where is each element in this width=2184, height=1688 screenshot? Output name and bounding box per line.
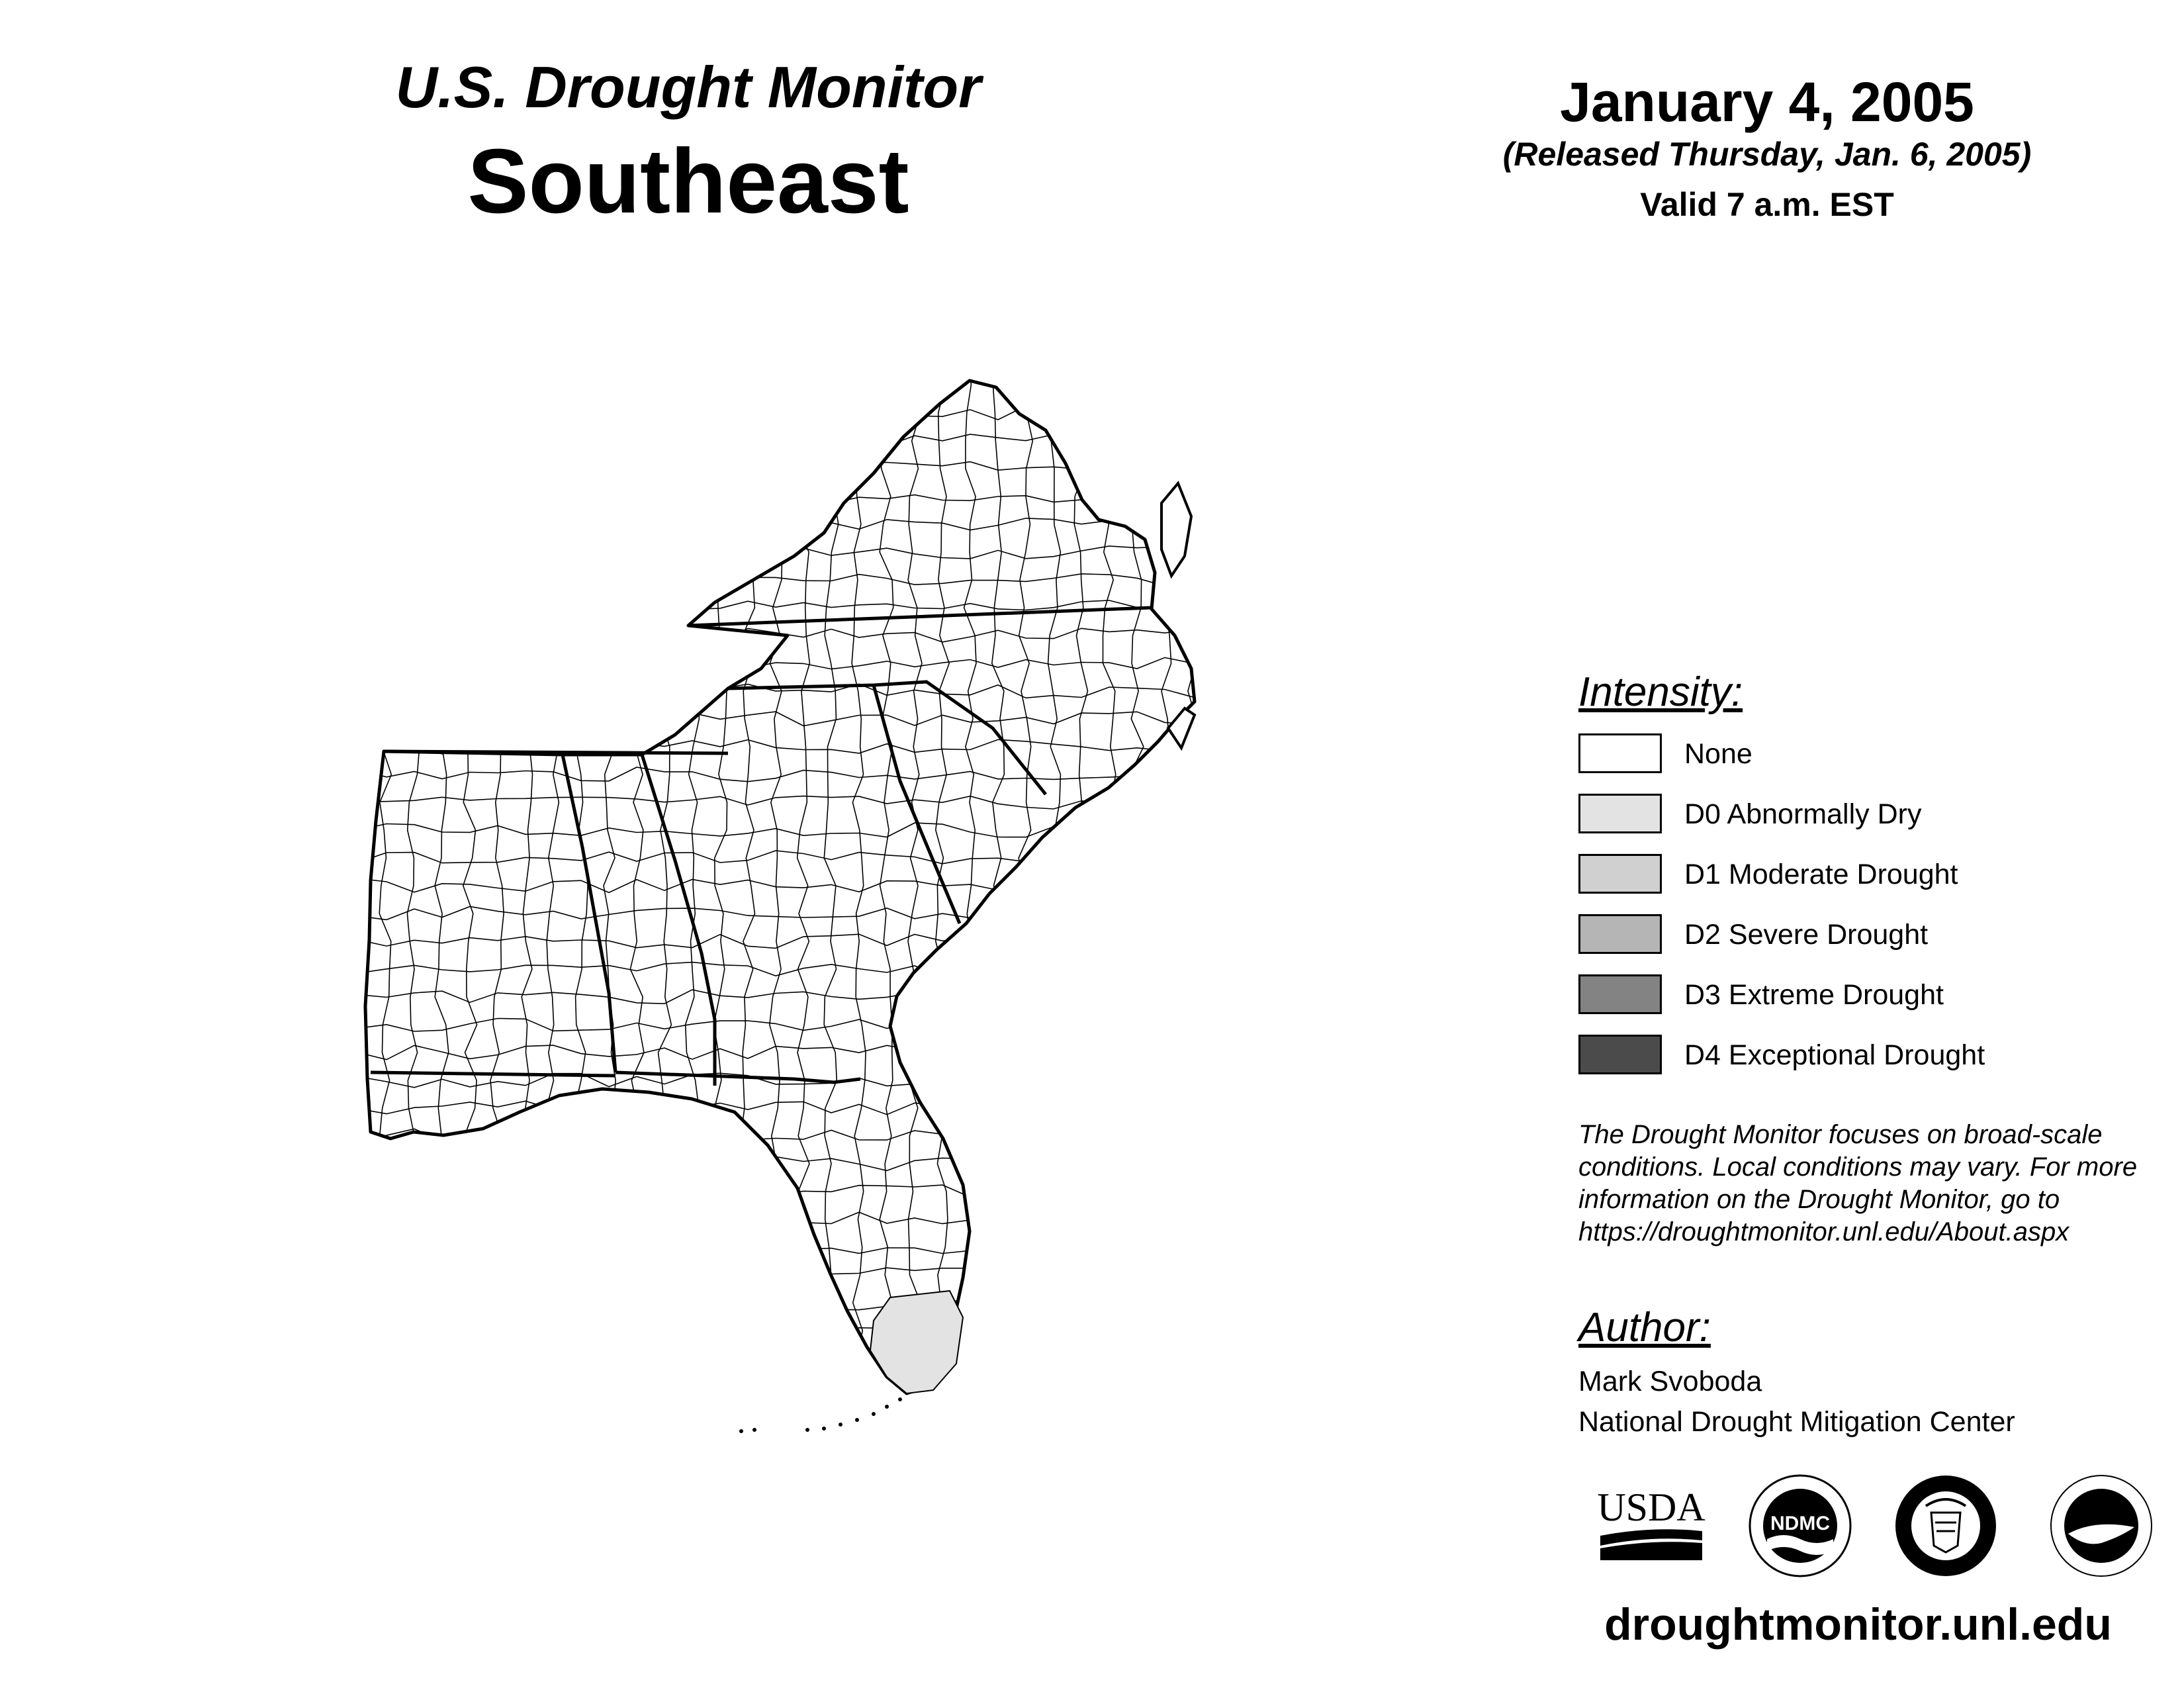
valid-time: Valid 7 a.m. EST [1640,186,1894,223]
usda-logo [1595,1479,1707,1562]
legend-swatch [1578,854,1662,894]
legend-swatch [1578,914,1662,954]
author-organization: National Drought Mitigation Center [1578,1406,2015,1438]
legend-item-d0 [1578,794,2148,836]
map-title: U.S. Drought Monitor [395,54,981,120]
legend-item-d2 [1578,914,2148,957]
legend-heading: Intensity: [1578,669,1743,715]
florida-keys [739,1397,902,1433]
legend-label: D3 Extreme Drought [1684,979,1944,1011]
legend-swatch [1578,733,1662,773]
usda-logo-text: USDA [1597,1485,1706,1529]
ndmc-logo [1747,1473,1853,1579]
legend-item-d3 [1578,974,2148,1017]
legend-item-d4 [1578,1035,2148,1077]
legend-swatch [1578,974,1662,1014]
legend-item-d1 [1578,854,2148,896]
legend-label: D0 Abnormally Dry [1684,798,1922,830]
region-title: Southeast [467,130,909,232]
legend-label: D1 Moderate Drought [1684,859,1958,890]
ndmc-logo-text: NDMC [1770,1513,1830,1534]
drought-area-d0 [870,1291,963,1393]
author-name: Mark Svoboda [1578,1366,1762,1397]
noaa-logo [2048,1473,2154,1579]
author-heading: Author: [1578,1305,1711,1350]
release-date: (Released Thursday, Jan. 6, 2005) [1502,136,2032,173]
legend-swatch [1578,794,1662,833]
commerce-seal-logo [1893,1473,1999,1579]
map-date: January 4, 2005 [1560,71,1974,133]
legend-swatch [1578,1035,1662,1074]
legend-label: D2 Severe Drought [1684,919,1929,951]
legend-label: None [1684,738,1752,770]
legend-item-none [1578,733,2148,776]
disclaimer-text: The Drought Monitor focuses on broad-scale conditions. Local conditions may vary. For more information on the Drought Monitor, go to https://droughtmonitor.unl.edu/About.aspx [1578,1120,2138,1246]
legend-label: D4 Exceptional Drought [1684,1039,1985,1071]
website-url: droughtmonitor.unl.edu [1604,1599,2112,1650]
southeast-drought-map [331,357,1271,1615]
